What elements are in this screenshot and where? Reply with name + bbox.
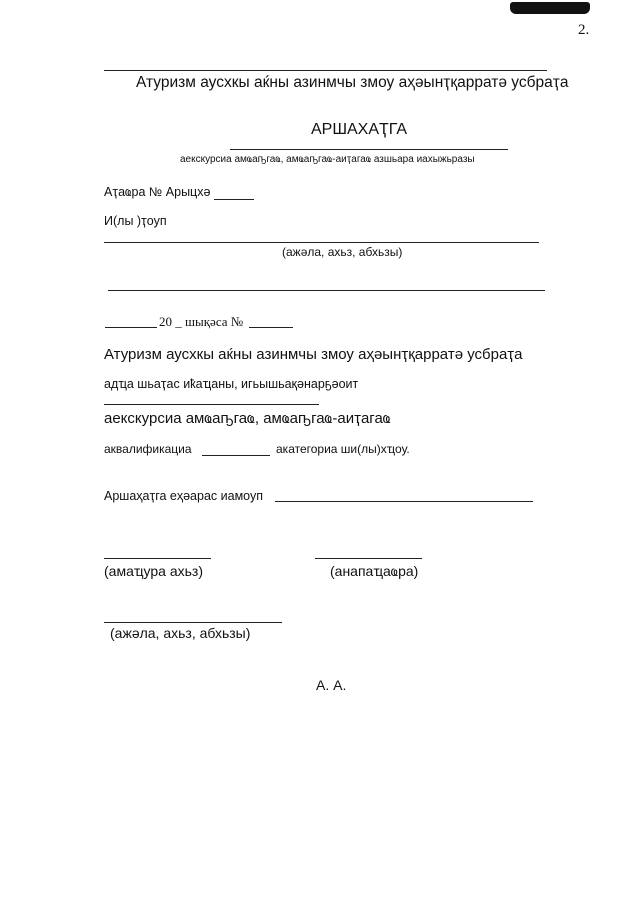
holder-name-caption: (ажәла, ахьз, абхьзы): [282, 245, 403, 259]
header-org-name: Атуризм аусхкы аќны азинмчы змоу аҳәынҭқарратә усбраҭа: [136, 74, 569, 91]
signer-name-caption: (ажәла, ахьз, абхьзы): [110, 625, 251, 641]
body-role-text: аекскурсиа амҩаҧгаҩ, амҩаҧгаҩ-аиҭагаҩ: [104, 410, 391, 427]
basis-field[interactable]: [104, 404, 319, 405]
position-caption: (амаҵура ахьз): [104, 563, 203, 579]
qualification-field[interactable]: [202, 455, 270, 456]
body-org-name: Атуризм аусхкы аќны азинмчы змоу аҳәынҭқарратә усбраҭа: [104, 346, 523, 363]
scan-mark: [510, 2, 590, 14]
record-number-label: Аҭаҩра № Арыцхә: [104, 185, 211, 199]
qualification-suffix: акатегориа ши(лы)хҵоу.: [276, 442, 410, 456]
body-basis-text: адҵа шьаҭас иҟаҵаны, игьышьақәнарҕәоит: [104, 377, 359, 391]
record-number-field[interactable]: [214, 199, 254, 200]
stamp-place: А. А.: [316, 677, 347, 693]
document-title: АРШАХАҬГА: [311, 121, 408, 138]
date-label: 20 _ шықәса №: [159, 314, 244, 329]
holder-name-field[interactable]: [104, 242, 539, 243]
page-number: 2.: [578, 22, 590, 38]
holder-label: И(лы )ҭоуп: [104, 214, 167, 228]
issuer-caption: аекскурсиа амҩаҧгаҩ, амҩаҧгаҩ-аиҭагаҩ азшьара иахыжьразы: [180, 154, 475, 165]
qualification-prefix: аквалификациа: [104, 442, 192, 456]
issuer-line: [230, 149, 508, 150]
holder-name-field-2[interactable]: [108, 290, 545, 291]
date-day-field[interactable]: [105, 327, 157, 328]
validity-field[interactable]: [275, 501, 533, 502]
signer-name-field[interactable]: [104, 622, 282, 623]
header-rule: [104, 70, 547, 71]
signature-caption: (анапаҵаҩра): [330, 563, 419, 579]
date-number-field[interactable]: [249, 327, 293, 328]
position-field[interactable]: [104, 558, 211, 559]
signature-field[interactable]: [315, 558, 422, 559]
validity-label: Аршаҳаҭга еҳәарас иамоуп: [104, 489, 263, 503]
